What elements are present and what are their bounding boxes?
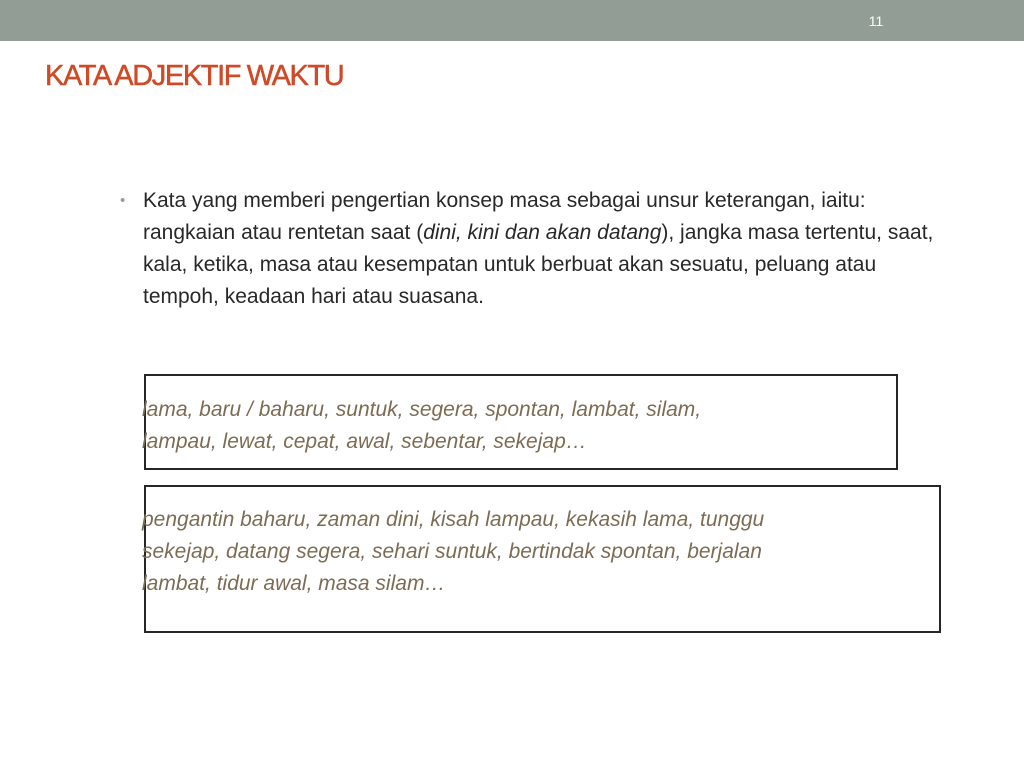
bullet-text-part-1: Kata yang memberi pengertian konsep masa sebagai unsur keterangan, iaitu: rangkaian atau rentetan saat (	[143, 189, 866, 244]
bullet-dot-icon: •	[120, 192, 126, 209]
slide-number: 11	[868, 13, 884, 29]
top-bar	[0, 0, 1024, 41]
phrase-examples-line-3: lambat, tidur awal, masa silam…	[142, 572, 446, 595]
phrase-examples-line-2: sekejap, datang segera, sehari suntuk, bertindak spontan, berjalan	[142, 540, 762, 563]
phrase-examples-line-1: pengantin baharu, zaman dini, kisah lampau, kekasih lama, tunggu	[142, 508, 765, 531]
adjective-examples-line-1: lama, baru / baharu, suntuk, segera, spontan, lambat, silam,	[142, 398, 702, 421]
bullet-text-part-2: ), jangka masa tertentu, saat, kala, ketika, masa atau kesempatan untuk berbuat akan sesuatu, peluang atau tempoh, keadaan hari atau suasana.	[143, 221, 934, 308]
adjective-examples-line-2: lampau, lewat, cepat, awal, sebentar, sekejap…	[142, 430, 587, 453]
slide-title: KATA ADJEKTIF WAKTU	[45, 60, 344, 92]
bullet-point	[120, 185, 950, 313]
adjective-examples-text	[142, 394, 701, 458]
bullet-text-italic: dini, kini dan akan datang	[423, 221, 662, 244]
phrase-examples-text	[142, 504, 764, 600]
bullet-text	[143, 185, 943, 313]
